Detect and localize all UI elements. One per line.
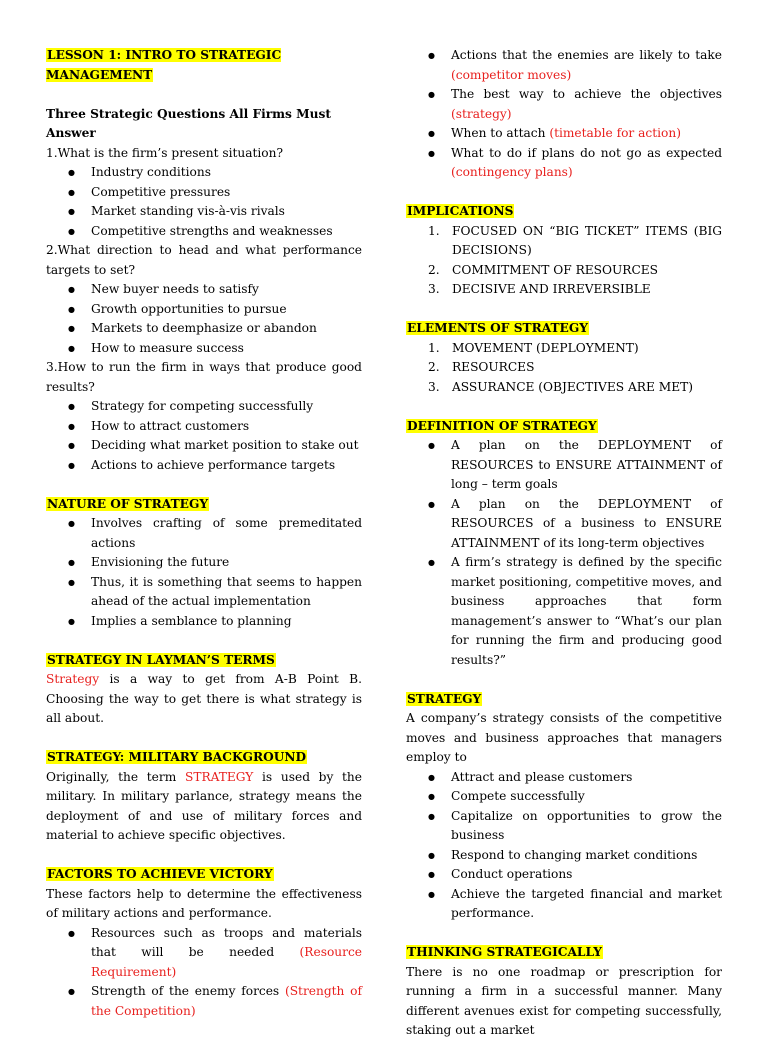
list-item: ● A firm’s strategy is defined by the specific market positioning, competitive moves, and business approaches that form management’s answer to “What’s our plan for running the firm and producing good results?” bbox=[406, 553, 722, 670]
layman-paragraph: Strategy is a way to get from A-B Point B. Choosing the way to get there is what strategy is all about. bbox=[46, 672, 362, 725]
list-item: ● Implies a semblance to planning bbox=[46, 612, 362, 632]
implications-list bbox=[406, 222, 722, 300]
list-item: 2. COMMITMENT OF RESOURCES bbox=[428, 262, 659, 277]
nature-list bbox=[46, 514, 362, 631]
layman-heading: STRATEGY IN LAYMAN’S TERMS bbox=[47, 652, 275, 667]
question-1: 1.What is the firm’s present situation? bbox=[46, 145, 284, 160]
list-item: ● How to measure success bbox=[46, 339, 362, 359]
list-item: ● New buyer needs to satisfy bbox=[46, 280, 362, 300]
list-item: ● Competitive strengths and weaknesses bbox=[46, 222, 362, 242]
list-item: ● The best way to achieve the objectives (strategy) bbox=[406, 85, 722, 124]
list-item: ● Achieve the targeted financial and market performance. bbox=[406, 885, 722, 924]
military-paragraph: Originally, the term STRATEGY is used by the military. In military parlance, strategy means the deployment of and use of military forces and material to achieve specific objectives. bbox=[46, 769, 362, 842]
list-item: ● Actions to achieve performance targets bbox=[46, 456, 362, 476]
list-item: ● How to attract customers bbox=[46, 417, 362, 437]
factors-list bbox=[46, 924, 362, 1022]
question-3-list bbox=[46, 397, 362, 475]
strategy-list bbox=[406, 768, 722, 924]
list-item: ● A plan on the DEPLOYMENT of RESOURCES to ENSURE ATTAINMENT of long – term goals bbox=[406, 436, 722, 495]
list-item: ● Industry conditions bbox=[46, 163, 362, 183]
question-2: 2.What direction to head and what performance targets to set? bbox=[46, 243, 362, 277]
list-item: ● Resources such as troops and materials that will be needed (Resource Requirement) bbox=[46, 924, 362, 983]
list-item: ● Competitive pressures bbox=[46, 183, 362, 203]
continued-factors-list bbox=[406, 46, 722, 183]
list-item: 1. FOCUSED ON “BIG TICKET” ITEMS (BIG DECISIONS) bbox=[428, 223, 722, 257]
list-item: ● Markets to deemphasize or abandon bbox=[46, 319, 362, 339]
list-item: 3. ASSURANCE (OBJECTIVES ARE MET) bbox=[428, 379, 693, 394]
list-item: ● A plan on the DEPLOYMENT of RESOURCES of a business to ENSURE ATTAINMENT of its long-term objectives bbox=[406, 495, 722, 554]
factors-heading: FACTORS TO ACHIEVE VICTORY bbox=[47, 867, 273, 881]
elements-heading: ELEMENTS OF STRATEGY bbox=[407, 321, 588, 335]
list-item: 3. DECISIVE AND IRREVERSIBLE bbox=[428, 282, 651, 296]
list-item: ● Growth opportunities to pursue bbox=[46, 300, 362, 320]
list-item: ● What to do if plans do not go as expected (contingency plans) bbox=[406, 144, 722, 183]
thinking-heading: THINKING STRATEGICALLY bbox=[407, 945, 602, 959]
question-3: 3.How to run the firm in ways that produce good results? bbox=[46, 360, 362, 394]
list-item: ● Strength of the enemy forces (Strength of the Competition) bbox=[46, 982, 362, 1021]
lesson-title: LESSON 1: INTRO TO STRATEGIC MANAGEMENT bbox=[46, 48, 282, 82]
elements-list bbox=[406, 339, 722, 398]
list-item: ● Actions that the enemies are likely to take (competitor moves) bbox=[406, 46, 722, 85]
list-item: ● Involves crafting of some premeditated actions bbox=[46, 514, 362, 553]
left-column bbox=[46, 46, 362, 1021]
list-item: ● Deciding what market position to stake out bbox=[46, 436, 362, 456]
list-item: ● When to attach (timetable for action) bbox=[406, 124, 722, 144]
question-2-list bbox=[46, 280, 362, 358]
list-item: ● Conduct operations bbox=[406, 865, 722, 885]
thinking-paragraph: There is no one roadmap or prescription for running a firm in a successful manner. Many different avenues exist for competing successfully, staking out a market bbox=[406, 964, 722, 1037]
strategy-heading: STRATEGY bbox=[407, 691, 482, 706]
list-item: 2. RESOURCES bbox=[428, 360, 535, 374]
list-item: 1. MOVEMENT (DEPLOYMENT) bbox=[428, 340, 639, 355]
implications-heading: IMPLICATIONS bbox=[407, 204, 514, 218]
definition-heading: DEFINITION OF STRATEGY bbox=[407, 418, 597, 433]
strategy-paragraph: A company’s strategy consists of the competitive moves and business approaches that managers employ to bbox=[406, 711, 722, 764]
military-heading: STRATEGY: MILITARY BACKGROUND bbox=[47, 750, 307, 764]
list-item: ● Capitalize on opportunities to grow the business bbox=[406, 807, 722, 846]
factors-paragraph: These factors help to determine the effectiveness of military actions and performance. bbox=[46, 886, 362, 920]
definition-list bbox=[406, 436, 722, 670]
three-questions-title: Three Strategic Questions All Firms Must Answer bbox=[46, 106, 332, 140]
list-item: ● Envisioning the future bbox=[46, 553, 362, 573]
list-item: ● Respond to changing market conditions bbox=[406, 846, 722, 866]
list-item: ● Strategy for competing successfully bbox=[46, 397, 362, 417]
list-item: ● Compete successfully bbox=[406, 787, 722, 807]
right-column bbox=[406, 46, 722, 1041]
nature-heading: NATURE OF STRATEGY bbox=[47, 496, 209, 511]
question-1-list bbox=[46, 163, 362, 241]
list-item: ● Market standing vis-à-vis rivals bbox=[46, 202, 362, 222]
list-item: ● Attract and please customers bbox=[406, 768, 722, 788]
list-item: ● Thus, it is something that seems to happen ahead of the actual implementation bbox=[46, 573, 362, 612]
